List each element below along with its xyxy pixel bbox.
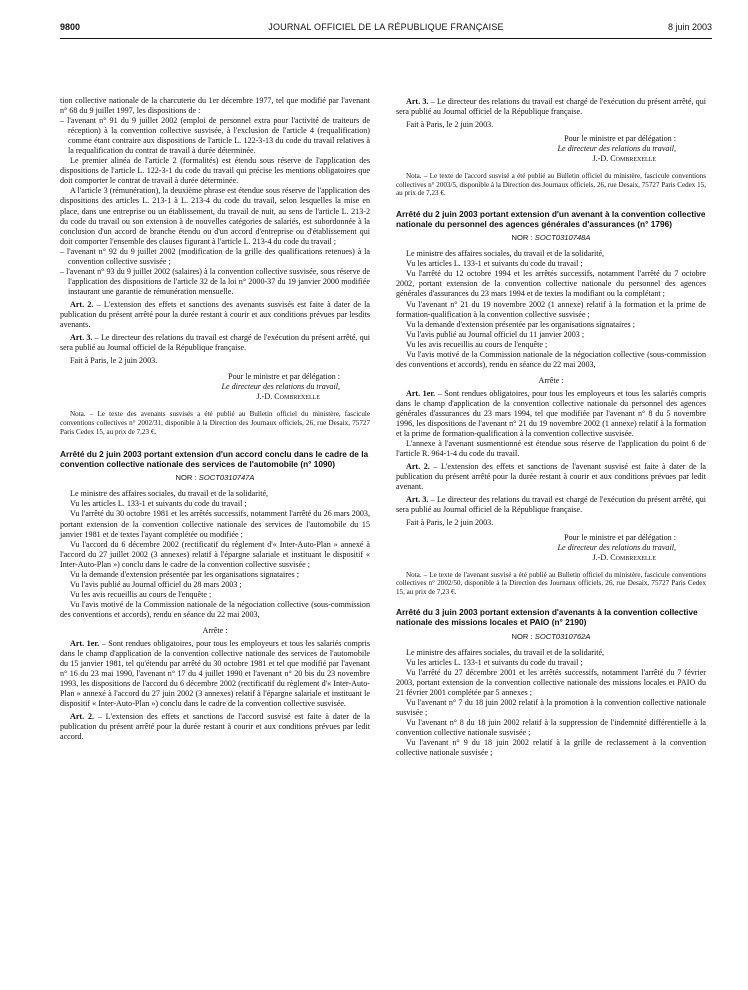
signatory-name: J.-D. Combrexelle (592, 552, 656, 562)
article-label: Art. 1er. (406, 388, 436, 398)
nor-code: SOCT0310747A (198, 473, 255, 483)
article-label: Art. 3. (406, 495, 429, 505)
article-label: Art. 3. (406, 97, 429, 106)
article-3 (396, 97, 706, 117)
list-item: – l'avenant n° 91 du 9 juillet 2002 (emploi de personnel extra pour l'activité de traiteurs de réception) à la convention collective susvisée, à l'exclusion de l'article 4 (requalification) comme étant contraire aux dispositions de l'article L. 122-3-13 du code du travail relatives à la requalification du contrat de travail à durée déterminée. (60, 116, 370, 156)
article-1 (396, 389, 706, 439)
visa: Vu les articles L. 133-1 et suivants du code du travail ; (70, 499, 247, 509)
paragraph: Le premier alinéa de l'article 2 (formalités) est étendu sous réserve de l'application des dispositions de l'article L. 122-3-1 du code du travail qui précise les mentions obligatoires que doit comporter le contrat de travail à durée déterminée. (60, 156, 370, 186)
signatory-name: J.-D. Combrexelle (256, 392, 320, 402)
nor-reference (396, 233, 706, 243)
visa: Vu l'avenant n° 9 du 18 juin 2002 relatif à la grille de reclassement à la convention collective nationale susvisée ; (396, 738, 706, 758)
list-item: – l'avenant n° 93 du 9 juillet 2002 (salaires) à la convention collective susvisée, sous réserve de l'application des dispositions de l'article 32 de la loi n° 2000-37 du 19 janvier 2000 modifiée instaurant une garantie de rémunération mensuelle. (60, 266, 370, 296)
nor-code: SOCT0310762A (534, 631, 591, 641)
signature-line: Pour le ministre et par délégation : (228, 372, 340, 382)
visa: Vu l'arrêté du 12 octobre 1994 et les arrêtés successifs, notamment l'arrêté du 7 octobre 2002, portant extension de la convention collective nationale du personnel des agences générales d'assurances du 23 mars 1994 et de textes la modifiant ou la complétant ; (396, 269, 706, 299)
visa: Vu les avis recueillis au cours de l'enquête ; (70, 589, 212, 599)
page-number: 9800 (60, 22, 81, 32)
article-text: – Le directeur des relations du travail est chargé de l'exécution du présent arrêté, qui sera publié au Journal officiel de la République française. (396, 495, 706, 515)
nota (396, 172, 706, 198)
article-text: – Le directeur des relations du travail est chargé de l'exécution du présent arrêté, qui sera publié au Journal officiel de la République française. (60, 333, 370, 353)
nor-label: NOR : (511, 233, 533, 243)
visa: Vu l'avenant n° 7 du 18 juin 2002 relatif à la promotion à la convention collective nationale susvisée ; (396, 697, 706, 717)
article-label: Art. 2. (70, 712, 95, 722)
paragraph: L'annexe à l'avenant susmentionné est étendue sous réserve de l'application du point 6 de l'article R. 964-1-4 du code du travail. (396, 439, 706, 459)
decree-title: Arrêté du 2 juin 2003 portant extension d'un avenant à la convention collective nationale du personnel des agences générales d'assurances (n° 1796) (396, 209, 706, 229)
signature-block (60, 372, 370, 402)
nota-text: Nota. – Le texte de l'avenant susvisé a été publié au Bulletin officiel du ministère, fascicule conventions collectives n° 2002/50, disponible à la Direction des Journaux officiels, 26, rue Desaix, 75727 Paris Cedex 15, au prix de 7,23 €. (396, 570, 706, 596)
visa: Vu l'avis publié au Journal officiel du 11 janvier 2003 ; (406, 329, 585, 339)
signature-title: Le directeur des relations du travail, (557, 144, 676, 154)
done-at: Fait à Paris, le 2 juin 2003. (406, 518, 494, 528)
visa: Le ministre des affaires sociales, du travail et de la solidarité, (70, 489, 269, 499)
signature-line: Pour le ministre et par délégation : (564, 532, 676, 542)
signature-block (396, 134, 706, 164)
visa: Vu l'arrêté du 30 octobre 1981 et les arrêtés successifs, notamment l'arrêté du 26 mars 2003, portant extension de la convention collective nationale des services de l'automobile du 15 janvier 1981 et de textes l'ayant complétée ou modifiée ; (60, 509, 370, 539)
signature-title: Le directeur des relations du travail, (221, 382, 340, 392)
page-header (60, 22, 712, 36)
arrete-heading: Arrête : (538, 375, 564, 385)
article-2 (396, 462, 706, 492)
visa: Le ministre des affaires sociales, du travail et de la solidarité, (406, 249, 605, 259)
nota (396, 571, 706, 597)
visa: Vu l'avenant n° 8 du 18 juin 2002 relatif à la suppression de l'indemnité différentielle à la convention collective nationale susvisée ; (396, 718, 706, 738)
nor-reference (396, 632, 706, 642)
left-column (60, 96, 370, 743)
signature-block (396, 533, 706, 563)
article-3 (60, 333, 370, 353)
header-rule (60, 38, 712, 39)
nota-text: Nota. – Le texte de l'accord susvisé a été publié au Bulletin officiel du ministère, fascicule conventions collectives n° 2003/5, disponible à la Direction des Journaux officiels, 26, rue Desaix, 75727 Paris Cedex 15, au prix de 7,23 €. (396, 172, 706, 198)
done-at: Fait à Paris, le 2 juin 2003. (406, 120, 494, 130)
decree-title: Arrêté du 2 juin 2003 portant extension d'un accord conclu dans le cadre de la convention collective nationale des services de l'automobile (n° 1090) (60, 449, 369, 469)
nor-code: SOCT0310748A (534, 233, 591, 243)
article-text: – L'extension des effets et sanctions de l'avenant susvisé est faite à dater de la publication du présent arrêté pour la durée restant à courir et aux conditions prévues par ledit avenant. (396, 462, 707, 492)
article-3 (396, 495, 706, 515)
right-column (396, 97, 706, 758)
article-label: Art. 1er. (70, 639, 100, 649)
visa: Vu l'accord du 6 décembre 2002 (rectificatif du règlement d'« Inter-Auto-Plan » annexé à l'accord du 27 juillet 2002 (3 annexes) relatif à l'épargne salariale et instituant le dispositif « Inter-Auto-Plan ») conclu dans le cadre de la convention collective susvisée ; (60, 539, 370, 569)
visa: Vu l'arrêté du 27 décembre 2001 et les arrêtés successifs, notamment l'arrêté du 7 février 2003, portant extension de la convention collective nationale des missions locales et PAIO du 21 février 2001 complétée par 5 annexes ; (396, 667, 706, 697)
article-text: – L'extension des effets et sanctions des avenants susvisés est faite à dater de la publication du présent arrêté pour la durée restant à courir et aux conditions prévues par lesdits avenants. (60, 299, 371, 330)
article-text: – Sont rendues obligatoires, pour tous les employeurs et tous les salariés compris dans le champ d'application de la convention collective nationale des services de l'automobile du 15 janvier 1981, tel qu'étendu par arrêté du 30 octobre 1981 et tel que modifié par l'avenant n° 16 du 23 mai 1990, l'avenant n° 17 du 4 juillet 1990 et l'avenant n° 20 bis du 23 novembre 1993, les dispositions de l'accord du 6 décembre 2002 (rectificatif du règlement d'« Inter-Auto-Plan » annexé à l'accord du 27 juin 2002 (3 annexes) relatif à l'épargne salariale et instituant le dispositif « Inter-Auto-Plan ») conclu dans le cadre de la convention collective susvisée. (60, 639, 370, 709)
visa: Vu l'avis motivé de la Commission nationale de la négociation collective (sous-commission des conventions et accords), rendu en séance du 22 mai 2003, (396, 349, 706, 369)
decree-title: Arrêté du 3 juin 2003 portant extension d'avenants à la convention collective nationale des missions locales et PAIO (n° 2190) (396, 607, 698, 628)
article-text: – Le directeur des relations du travail est chargé de l'exécution du présent arrêté, qui sera publié au Journal officiel de la République française. (396, 97, 706, 117)
visa: Vu les articles L. 133-1 et suivants du code du travail ; (406, 259, 583, 269)
nor-label: NOR : (175, 473, 197, 483)
article-text: – Sont rendues obligatoires, pour tous les employeurs et tous les salariés compris dans le champ d'application de la convention collective nationale du personnel des agences générales d'assurances du 23 mars 1994, tel que modifiée par l'avenant n° 8 du 5 novembre 1996, les dispositions de l'avenant n° 21 du 19 novembre 2002 (1 annexe) relatif à la formation et la prime de formation-qualification à la convention collective susvisée. (396, 388, 706, 439)
signature-title: Le directeur des relations du travail, (557, 542, 676, 552)
visa: Vu l'avenant n° 21 du 19 novembre 2002 (1 annexe) relatif à la formation et la prime de formation-qualification à la convention collective susvisée ; (396, 299, 706, 319)
article-label: Art. 3. (70, 333, 93, 343)
signature-line: Pour le ministre et par délégation : (564, 134, 676, 144)
nota-text: Nota. – Le texte des avenants susvisés a été publié au Bulletin officiel du ministère, fascicule conventions collectives n° 2002/31, disponible à la Direction des Journaux officiels, 26, rue Desaix, 75727 Paris Cedex 15, au prix de 7,23 €. (60, 410, 370, 436)
visa: Vu les avis recueillis au cours de l'enquête ; (406, 339, 548, 349)
visa: Vu les articles L. 133-1 et suivants du code du travail ; (406, 657, 583, 667)
visa: Le ministre des affaires sociales, du travail et de la solidarité, (406, 647, 605, 657)
journal-title: JOURNAL OFFICIEL DE LA RÉPUBLIQUE FRANÇAISE (268, 22, 504, 32)
arrete-heading: Arrête : (202, 625, 228, 635)
article-2 (60, 712, 370, 742)
paragraph: tion collective nationale de la charcuterie du 1er décembre 1977, tel que modifié par l'avenant n° 68 du 9 juillet 1997, les dispositions de : (60, 96, 370, 116)
issue-date: 8 juin 2003 (667, 22, 712, 32)
nor-label: NOR : (511, 631, 533, 641)
paragraph: A l'article 3 (rémunération), la deuxième phrase est étendue sous réserve de l'application des dispositions des articles L. 213-1 à L. 213-4 du code du travail, selon lesquelles la mise en place, dans une entreprise ou un établissement, du travail de nuit, au sens de l'article L. 213-2 du code du travail ou son extension à de nouvelles catégories de salariés, est subordonnée à la conclusion d'un accord de branche étendu ou d'un accord d'entreprise ou d'établissement qui doit comporter l'ensemble des clauses figurant à l'article L. 213-4 du code du travail ; (60, 186, 370, 246)
signatory-name: J.-D. Combrexelle (592, 154, 656, 164)
article-text: – L'extension des effets et sanctions de l'accord susvisé est faite à dater de la publication du présent arrêté pour la durée restant à courir et aux conditions prévues par ledit accord. (60, 712, 370, 742)
nota (60, 410, 370, 436)
article-label: Art. 2. (406, 462, 430, 472)
article-1 (60, 639, 370, 709)
visa: Vu la demande d'extension présentée par les organisations signataires ; (406, 319, 635, 329)
list-item: – l'avenant n° 92 du 9 juillet 2002 (modification de la grille des qualifications retenues) à la convention collective susvisée ; (60, 246, 370, 266)
article-2 (60, 300, 370, 330)
nor-reference (60, 473, 370, 483)
done-at: Fait à Paris, le 2 juin 2003. (70, 356, 158, 366)
article-label: Art. 2. (70, 299, 94, 309)
visa: Vu l'avis publié au Journal officiel du 28 mars 2003 ; (70, 579, 242, 589)
visa: Vu l'avis motivé de la Commission nationale de la négociation collective (sous-commission des conventions et accords), rendu en séance du 22 mai 2003, (60, 599, 370, 619)
visa: Vu la demande d'extension présentée par les organisations signataires ; (70, 569, 299, 579)
